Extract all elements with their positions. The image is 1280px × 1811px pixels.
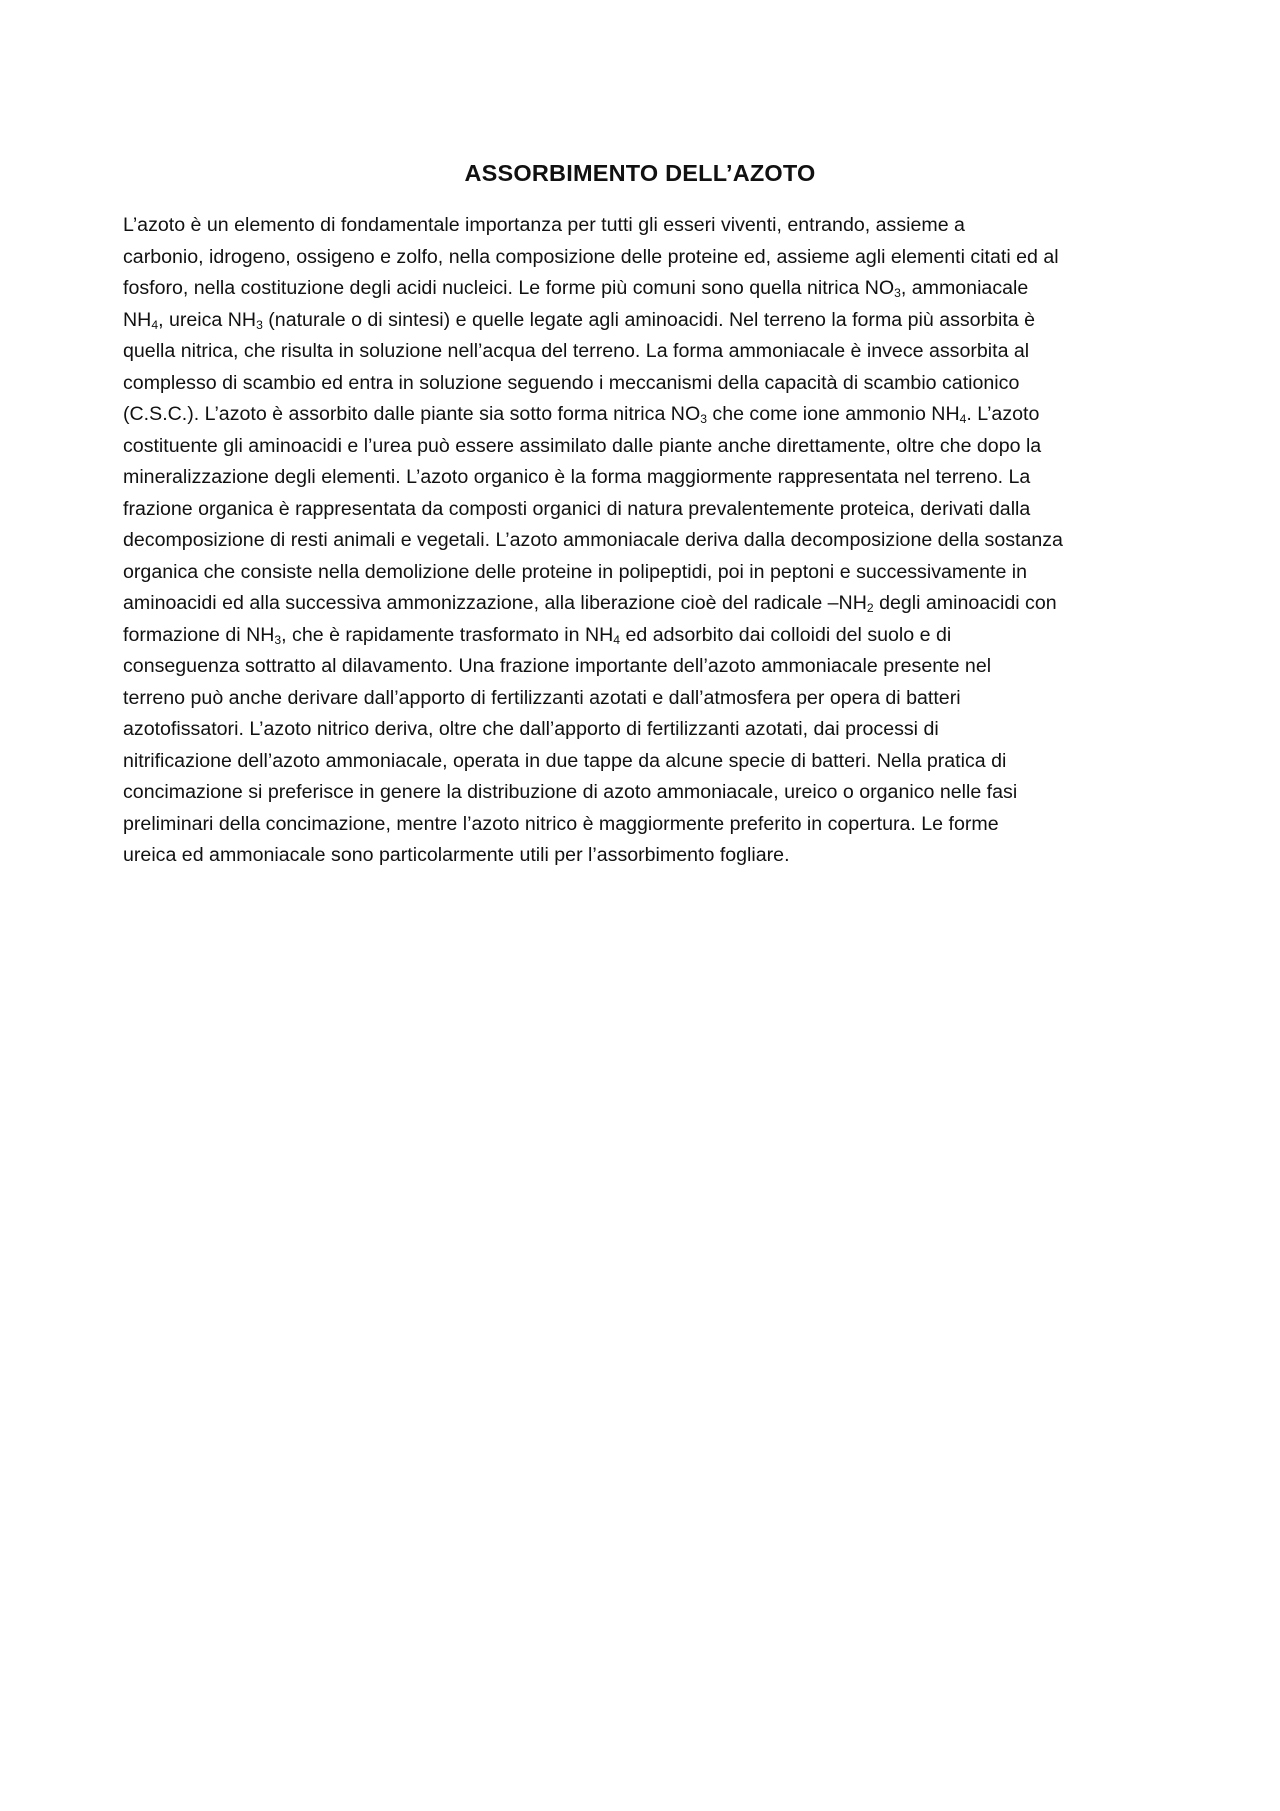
subscript-text: 2	[866, 601, 874, 616]
text-segment: , che è rapidamente trasformato in NH	[281, 623, 614, 646]
body-text-line	[123, 273, 1171, 305]
body-text-line	[123, 714, 1171, 746]
text-segment: ed adsorbito dai colloidi del suolo e di	[620, 623, 952, 646]
body-text-line	[123, 494, 1171, 526]
text-segment: ureica ed ammoniacale sono particolarmente utili per l’assorbimento fogliare.	[123, 844, 790, 866]
body-text-line	[123, 746, 1171, 778]
body-text-line	[123, 557, 1171, 589]
text-segment: costituente gli aminoacidi e l’urea può essere assimilato dalle piante anche direttamente, oltre che dopo la	[123, 434, 1042, 457]
subscript-text: 3	[700, 412, 707, 427]
text-segment: decomposizione di resti animali e vegetali. L’azoto ammoniacale deriva dalla decomposizione della sostanza	[123, 529, 1063, 551]
text-segment: L’azoto è un elemento di fondamentale importanza per tutti gli esseri viventi, entrando, assieme a	[123, 214, 965, 236]
text-segment: . L’azoto	[966, 403, 1040, 425]
text-segment: frazione organica è rappresentata da composti organici di natura prevalentemente proteica, derivati dalla	[123, 497, 1031, 520]
text-segment: , ammoniacale	[900, 277, 1029, 299]
subscript-text: 4	[613, 632, 621, 647]
subscript-text: 3	[894, 286, 901, 301]
text-segment: (naturale o di sintesi) e quelle legate agli aminoacidi. Nel terreno la forma più assorbita è	[262, 308, 1036, 331]
text-segment: mineralizzazione degli elementi. L’azoto organico è la forma maggiormente rappresentata nel terreno. La	[123, 466, 1031, 488]
text-segment: NH	[123, 308, 152, 331]
body-text-line	[123, 210, 1171, 242]
text-segment: preliminari della concimazione, mentre l’azoto nitrico è maggiormente preferito in copertura. Le forme	[123, 812, 999, 835]
body-text-line	[123, 840, 1171, 872]
text-segment: conseguenza sottratto al dilavamento. Una frazione importante dell’azoto ammoniacale presente nel	[123, 655, 992, 677]
text-segment: fosforo, nella costituzione degli acidi nucleici. Le forme più comuni sono quella nitrica NO	[123, 277, 895, 299]
text-segment: terreno può anche derivare dall’apporto di fertilizzanti azotati e dall’atmosfera per opera di batteri	[123, 686, 961, 709]
body-text-line	[123, 399, 1171, 431]
subscript-text: 4	[959, 412, 967, 427]
text-segment: carbonio, idrogeno, ossigeno e zolfo, nella composizione delle proteine ed, assieme agli elementi citati ed al	[123, 245, 1059, 268]
body-text-line	[123, 683, 1171, 715]
text-segment: aminoacidi ed alla successiva ammonizzazione, alla liberazione cioè del radicale –NH	[123, 592, 867, 614]
subscript-text: 3	[274, 632, 282, 647]
text-segment: complesso di scambio ed entra in soluzione seguendo i meccanismi della capacità di scambio cationico	[123, 371, 1020, 394]
document-body	[123, 210, 1171, 872]
text-segment: degli aminoacidi con	[873, 592, 1057, 614]
body-text-line	[123, 651, 1171, 683]
document-title: ASSORBIMENTO DELL’AZOTO	[464, 160, 816, 186]
text-segment: nitrificazione dell’azoto ammoniacale, operata in due tappe da alcune specie di batteri. Nella pratica di	[123, 749, 1007, 772]
body-text-line	[123, 368, 1171, 400]
text-segment: , ureica NH	[158, 308, 257, 331]
body-text-line	[123, 242, 1171, 274]
text-segment: (C.S.C.). L’azoto è assorbito dalle piante sia sotto forma nitrica NO	[123, 403, 701, 425]
body-text-line	[123, 809, 1171, 841]
text-segment: concimazione si preferisce in genere la distribuzione di azoto ammoniacale, ureico o organico nelle fasi	[123, 781, 1018, 803]
text-segment: organica che consiste nella demolizione delle proteine in polipeptidi, poi in peptoni e successivamente in	[123, 560, 1028, 583]
body-text-line	[123, 431, 1171, 463]
body-text-line	[123, 525, 1171, 557]
text-segment: quella nitrica, che risulta in soluzione nell’acqua del terreno. La forma ammoniacale è invece assorbita al	[123, 340, 1030, 362]
subscript-text: 3	[256, 317, 263, 332]
body-text-line	[123, 305, 1171, 337]
body-text-line	[123, 620, 1171, 652]
body-text-line	[123, 777, 1171, 809]
text-segment: azotofissatori. L’azoto nitrico deriva, oltre che dall’apporto di fertilizzanti azotati, dai processi di	[123, 718, 939, 740]
text-segment: che come ione ammonio NH	[706, 403, 960, 425]
subscript-text: 4	[151, 317, 159, 332]
body-text-line	[123, 588, 1171, 620]
text-segment: formazione di NH	[123, 623, 275, 646]
body-text-line	[123, 462, 1171, 494]
body-text-line	[123, 336, 1171, 368]
